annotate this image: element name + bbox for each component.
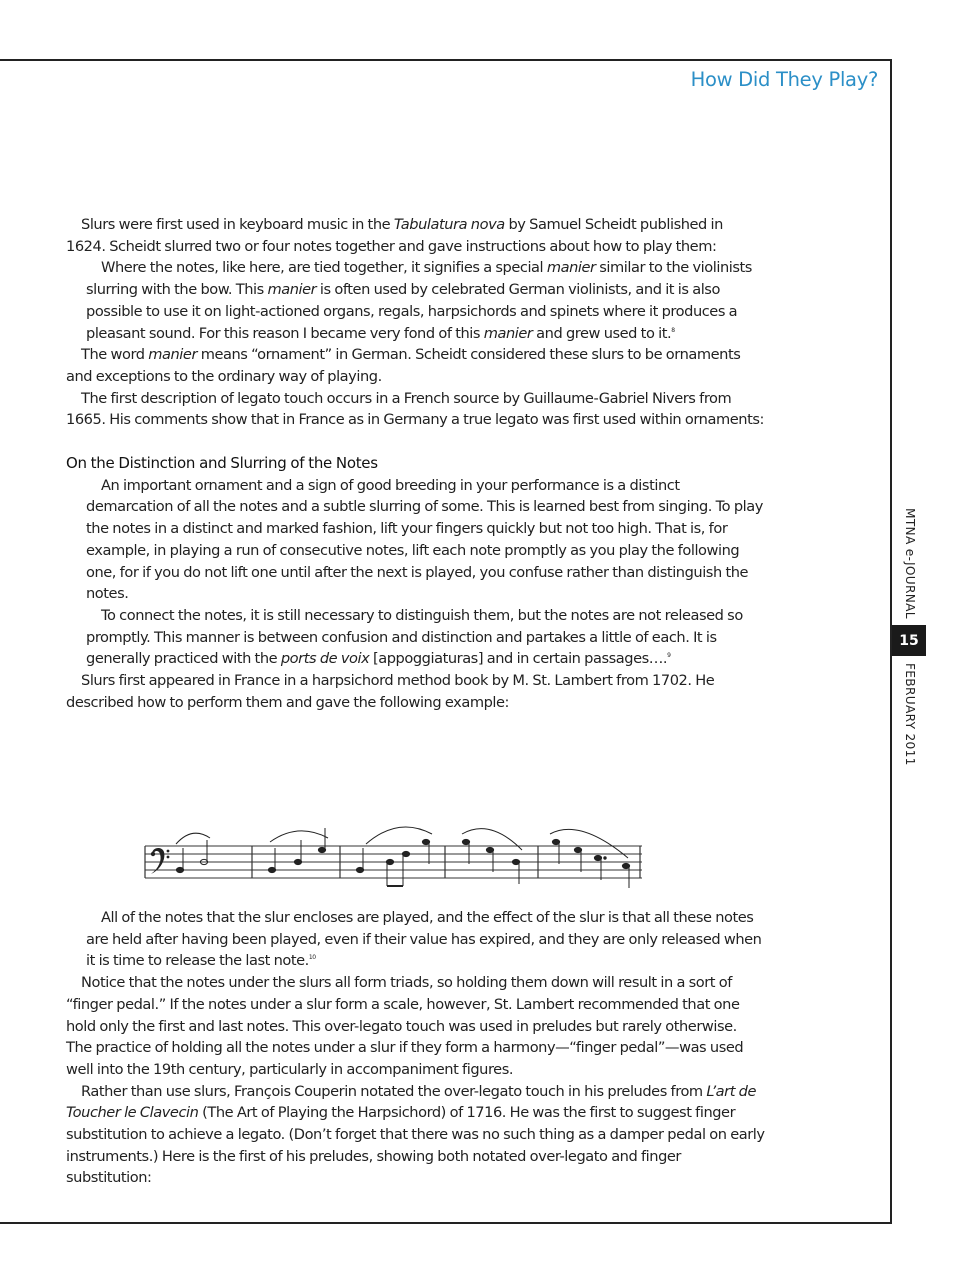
journal-name-label: MTNA e-JOURNAL (903, 508, 917, 619)
italic-term: ports de voix (280, 650, 370, 668)
spacer (66, 431, 766, 453)
issue-date-label: FEBRUARY 2011 (903, 663, 917, 766)
block-quote (86, 907, 766, 972)
text-span: by Samuel Scheidt published in 1624. Scheidt slurred two or four notes together and gave instructions about how to play them: (66, 216, 723, 255)
text-span: similar to the violinists slurring with the bow. This (86, 259, 752, 299)
running-head-title: How Did They Play? (690, 68, 878, 91)
paragraph (66, 214, 766, 257)
article-body-continued (66, 907, 766, 1189)
block-quote (86, 605, 766, 670)
paragraph: The first description of legato touch occurs in a French source by Guillaume-Gabriel Nivers from 1665. His comments show that in France as in Germany a true legato was first used within ornaments: (66, 389, 764, 429)
italic-term: manier (148, 346, 197, 364)
italic-title: L’art de Toucher le Clavecin (66, 1082, 756, 1122)
italic-title: Tabulatura nova (393, 216, 505, 233)
text-span: [appoggiaturas] and in certain passages…. (369, 650, 668, 668)
text-span: and grew used to it. (532, 324, 672, 342)
text-span: (The Art of Playing the Harpsichord) of 1716. He was the first to suggest finger substitution to achieve a legato. (Don’t forget that there was no such thing as a damper pedal on early instruments.) Here is the first of his preludes, showing both notated over-legato and finger substitution: (66, 1104, 765, 1187)
page-number: 15 (892, 625, 926, 656)
text-span: Rather than use slurs, François Couperin notated the over-legato touch in his preludes from (81, 1082, 707, 1100)
italic-term: manier (483, 324, 533, 342)
text-span: Slurs were first used in keyboard music in the (81, 216, 394, 233)
block-quote: An important ornament and a sign of good breeding in your performance is a distinct demarcation of all the notes and a subtle slurring of some. This is learned best from singing. To play the notes in a distinct and marked fashion, lift your fingers quickly but not too high. That is, for example, in playing a run of consecutive notes, lift each note promptly as you play the following one, for if you do not lift one until after the next is played, you confuse rather than distinguish the notes. (86, 476, 763, 603)
footnote-ref: 8 (671, 326, 675, 334)
paragraph: Notice that the notes under the slurs all form triads, so holding them down will result in a sort of “finger pedal.” If the notes under a slur form a scale, however, St. Lambert recommended that one hold only the first and last notes. This over-legato touch was used in preludes but rarely otherwise. The practice of holding all the notes under a slur if they form a harmony—“finger pedal”—was used well into the 19th century, particularly in accompaniment figures. (66, 974, 744, 1078)
paragraph: Slurs first appeared in France in a harpsichord method book by M. St. Lambert from 1702. He described how to perform them and gave the following example: (66, 672, 715, 711)
paragraph (66, 1081, 766, 1190)
italic-term: manier (267, 281, 317, 299)
music-example-figure (140, 824, 650, 894)
paragraph (66, 344, 766, 387)
text-span: All of the notes that the slur encloses are played, and the effect of the slur is that all these notes are held after having been played, even if their value has expired, and they are only released when it is time to release the last note. (86, 909, 762, 970)
section-heading: On the Distinction and Slurring of the Notes (66, 454, 378, 473)
text-span: Where the notes, like here, are tied together, it signifies a special (101, 259, 547, 277)
text-span: is often used by celebrated German violinists, and it is also possible to use it on light-actioned organs, regals, harpsichords and spinets where it produces a pleasant sound. For this reason I became very fond of this (86, 281, 738, 342)
block-quote (86, 257, 766, 344)
music-notes (176, 827, 630, 888)
text-span: To connect the notes, it is still necessary to distinguish them, but the notes are not released so promptly. This manner is between confusion and distinction and partakes a little of each. It is generally practiced with the (86, 606, 743, 668)
text-span: means “ornament” in German. Scheidt considered these slurs to be ornaments and exceptions to the ordinary way of playing. (66, 346, 741, 385)
article-body (66, 214, 766, 713)
italic-term: manier (546, 259, 596, 277)
footnote-ref: 10 (308, 954, 316, 962)
footnote-ref: 9 (667, 652, 671, 660)
text-span: The word (81, 346, 149, 364)
